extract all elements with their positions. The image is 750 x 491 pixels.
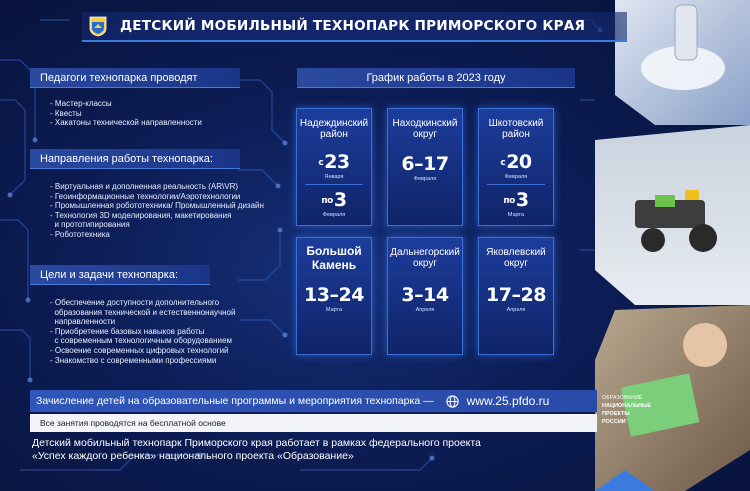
- list-item: - Промышленная робототехника/ Промышленный дизайн: [50, 201, 264, 211]
- schedule-card-bolshoy-kamen: [296, 237, 372, 355]
- to-prefix: по: [503, 196, 515, 206]
- goals-title: Цели и задачи технопарка:: [30, 265, 210, 285]
- directions-title: Направления работы технопарка:: [30, 149, 240, 169]
- schedule-title: График работы в 2023 году: [297, 68, 575, 88]
- card-region: Надеждинский район: [299, 117, 369, 140]
- card-region: Дальнегорский округ: [390, 246, 460, 269]
- free-classes-note: Все занятия проводятся на бесплатной основе: [30, 414, 597, 432]
- to-month: Марта: [507, 212, 525, 218]
- list-item: - Виртуальная и дополненная реальность (AR\VR): [50, 182, 239, 191]
- directions-list: [50, 182, 264, 240]
- logo-top: ОБРАЗОВАНИЕ: [602, 395, 643, 401]
- from-prefix: с: [500, 158, 506, 168]
- list-item: и прототипирования: [50, 220, 130, 230]
- from-day: 20: [506, 151, 532, 173]
- card-region: Большой Камень: [306, 244, 362, 272]
- date-range: 6–17: [401, 153, 449, 175]
- page-header: [82, 12, 627, 42]
- card-region: Находкинский округ: [392, 117, 458, 140]
- national-projects-logo: [602, 395, 668, 447]
- from-month: Января: [324, 174, 344, 180]
- list-item: - Знакомство с современными профессиями: [50, 355, 217, 365]
- logo-line: РОССИИ: [602, 419, 626, 425]
- footer-text: [32, 437, 481, 462]
- globe-icon: [446, 395, 459, 408]
- primorye-crest-icon: [88, 15, 108, 37]
- website-link[interactable]: www.25.pfdo.ru: [466, 394, 550, 408]
- date-range: 3–14: [401, 284, 449, 306]
- teachers-list: [50, 99, 202, 128]
- to-month: Февраля: [322, 212, 346, 218]
- card-region: Шкотовский район: [488, 117, 544, 140]
- to-day: 3: [515, 189, 529, 211]
- list-item: - Обеспечение доступности дополнительного: [50, 298, 220, 307]
- card-divider: [487, 184, 545, 185]
- schedule-card-nakhodka: [387, 108, 463, 226]
- from-prefix: с: [318, 158, 324, 168]
- card-region: Яковлевский округ: [486, 246, 546, 269]
- to-prefix: по: [321, 196, 333, 206]
- goals-list: [50, 298, 235, 365]
- schedule-card-nadezhdinsky: [296, 108, 372, 226]
- list-item: - Технология 3D моделирования, макетирования: [50, 210, 232, 220]
- list-item: - Робототехника: [50, 229, 110, 239]
- footer-line: Детский мобильный технопарк Приморского края работает в рамках федерального проекта: [32, 437, 481, 449]
- date-range: 13–24: [304, 284, 364, 306]
- list-item: - Освоение современных цифровых технологий: [50, 345, 229, 355]
- list-item: - Приобретение базовых навыков работы: [50, 326, 205, 336]
- list-item: - Хакатоны технической направленности: [50, 118, 202, 128]
- schedule-card-yakovlevsky: [478, 237, 554, 355]
- page-title: ДЕТСКИЙ МОБИЛЬНЫЙ ТЕХНОПАРК ПРИМОРСКОГО КРАЯ: [120, 18, 586, 34]
- schedule-card-dalnegorsk: [387, 237, 463, 355]
- teachers-title: Педагоги технопарка проводят: [30, 68, 240, 88]
- range-month: Февраля: [413, 176, 437, 182]
- list-item: образования технической и естественнонаучной: [50, 307, 236, 317]
- range-month: Марта: [325, 307, 343, 313]
- logo-line: НАЦИОНАЛЬНЫЕ: [602, 403, 652, 409]
- list-item: с современным технологичным оборудованием: [50, 336, 232, 346]
- card-divider: [305, 184, 363, 185]
- to-day: 3: [333, 189, 347, 211]
- list-item: - Квесты: [50, 108, 82, 118]
- schedule-card-shkotovsky: [478, 108, 554, 226]
- list-item: - Геоинформационные технологии/Аэротехнологии: [50, 191, 241, 201]
- list-item: - Мастер-классы: [50, 99, 112, 108]
- range-month: Апреля: [415, 307, 435, 313]
- from-month: Февраля: [504, 174, 528, 180]
- from-day: 23: [324, 151, 350, 173]
- date-range: 17–28: [486, 284, 546, 306]
- logo-line: ПРОЕКТЫ: [602, 411, 630, 417]
- footer-line: «Успех каждого ребенка» национального проекта «Образование»: [32, 449, 354, 462]
- enrollment-text: Зачисление детей на образовательные программы и мероприятия технопарка —: [36, 395, 434, 407]
- list-item: направленности: [50, 317, 116, 327]
- enrollment-bar: [30, 390, 597, 412]
- range-month: Апреля: [506, 307, 526, 313]
